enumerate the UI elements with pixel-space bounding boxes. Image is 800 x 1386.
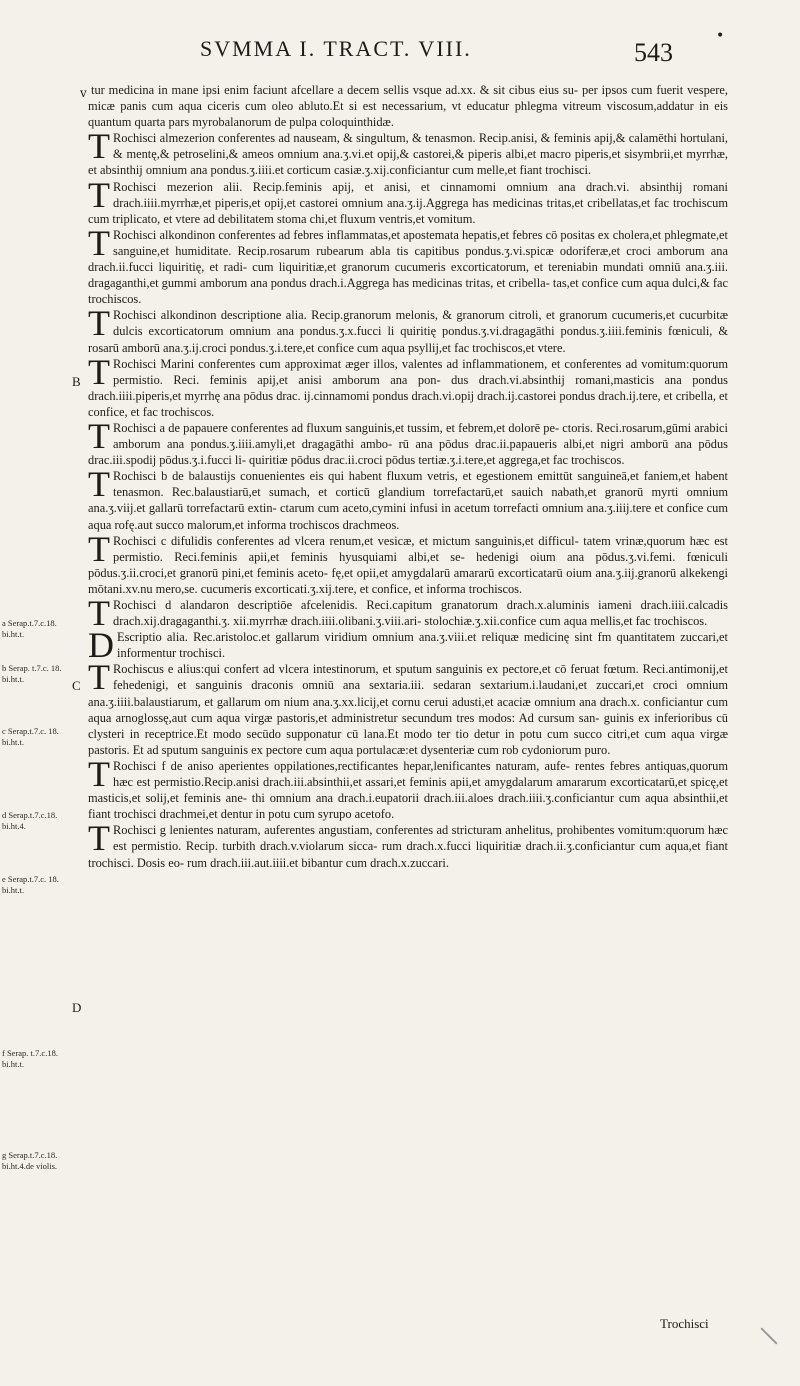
drop-cap: T (88, 174, 110, 215)
drop-cap: T (88, 818, 110, 859)
paragraph-text: Rochisci mezerion alii. Recip.feminis apij, et anisi, et cinnamomi omnium ana drach.vi. absinthij romani drach.iiii.myrrhæ,et piperis,et opij,et castorei omnium ana.ʒ.ij.Aggrega has medicinas tritas,et cribellatas,et fac trochiscum cum triplicato, et vtere ad debilitatem stoma chi,et fluxum ventris,et vomitum. (88, 179, 728, 226)
paragraph-text: Rochiscus e alius:qui confert ad vlcera intestinorum, et sputum sanguinis ex pectore,et cō feruat fœtum. Reci.antimonij,et fehedenigi, et sanguinis draconis omniū ana sextaria.iii. sedaran sextarium.i.laudani,et zuccari,et croci omnium ana.ʒ.iiii.balaustiarum, et gallarum om nium ana.ʒ.xx.licij,et cornu cerui adusti,et acaciæ omnium ana drach.x. conficiantur cum aqua arnoglossę,aut cum aqua virgæ pastoris,et administretur secundum tres modos: Ad cursum san- guinis ex inferioribus cū clysteri in receptrice.Et modo secūdo supponatur cū lana.Et modo ter tio detur in potu cum succo citri,et cum aqua virgæ pastoris. Et ad sputum sanguinis ex pectore cum aqua portulacæ:et dysenteriæ cum rob cydoniorum puro. (88, 662, 728, 757)
margin-letter-c: C (72, 678, 81, 693)
page-edge-mark (761, 1328, 778, 1345)
margin-letter-v: v (80, 86, 87, 100)
drop-cap: D (88, 625, 114, 666)
drop-cap: T (88, 464, 110, 505)
catchword: Trochisci (660, 1316, 709, 1331)
paragraph-text: Escriptio alia. Rec.aristoloc.et gallarum viridium omnium ana.ʒ.viii.et reliquæ medicinę sint fm quantitatem zuccari,et informentur trochisci. (117, 630, 728, 661)
paragraph-text: Rochisci f de aniso aperientes oppilationes,rectificantes hepar,lenificantes naturam, aufe- rentes febres antiquas,quorum hæc est permistio.Recip.anisi drach.iii.absinthii,et assari,et feminis apii,et amygdalarum amararum excorticatarū,et spicę,et masticis,et solij,et feminis ane- thi omnium ana drach.i.eupatorii drach.iii.aloes drach.iiii.ʒ.conficiantur cum aqua absinthii,et fiant trochisci drachmei,et dentur in potu cum syrupo acetofo. (88, 758, 728, 822)
paragraph-text: Rochisci b de balaustijs conuenientes eis qui habent fluxum vetris, et egestionem emittūt sanguineā,et faniem,et habent tenasmon. Rec.balaustiarū,et sumach, et corticū glandium torrefactarū,et sauich nabath,et granorū myrti omnium ana.ʒ.viij.et gallarū torrefactarū extin- ctarum cum aceto,cymini infusi in acetum torrefacti omnium ana.ʒ.iiij.tere et confice cum aqua rofę.aut succo malorum,et informa trochiscos drachmeos. (88, 469, 728, 532)
paragraph (88, 303, 728, 355)
drop-cap: T (88, 657, 110, 698)
paragraph (88, 222, 728, 307)
drop-cap: T (88, 593, 110, 633)
paragraph-text: Rochisci d alandaron descriptiōe afcelenidis. Reci.capitum granatorum drach.x.aluminis iameni drach.iiii.calcadis drach.xij.dragaganthi.ʒ. xii.myrrhæ drach.iiii.olibani.ʒ.viii.ari- stolochiæ.ʒ.xii.confice cum aqua mellis,et fac trochiscos. (113, 598, 728, 629)
drop-cap: T (88, 351, 110, 392)
paragraph (88, 625, 728, 666)
paragraph-text: Rochisci alkondinon descriptione alia. Recip.granorum melonis, & granorum citroli, et granorum cucumeris,et cucurbitæ dulcis excorticatorum omnium ana pondus.ʒ.x.fucci li quiritię pondus.ʒ.vi.dragagāthi pondus.ʒ.iiii.feminis fœniculi, & rosarū amborū ana.ʒ.ij.croci pondus.ʒ.i.tere,et confice cum aqua psyllij,et fac trochiscos,et vtere. (88, 308, 728, 355)
drop-cap: T (88, 753, 110, 794)
margin-note: f Serap. t.7.c.18. bi.ht.t. (2, 1048, 58, 1069)
paragraph (88, 174, 728, 227)
paragraph-text: Rochisci g lenientes naturam, auferentes angustiam, conferentes ad stricturam anhelitus, prohibentes vomitum:quorum hæc est permistio. Recip. turbith drach.v.violarum sicca- rum drach.x.fucci liquiritiæ drach.ii.ʒ.conficiantur cum aqua,et fiant trochisci. Dosis eo- rum drach.iii.aut.iiii.et bibantur cum drach.x.zuccari. (88, 823, 728, 870)
paragraph-text: Rochisci alkondinon conferentes ad febres inflammatas,et apostemata hepatis,et febres cō positas ex cholera,et phlegmate,et sanguine,et humiditate. Recip.rosarum rubearum abla tis capitibus pondus.ʒ.vi.spicæ odoriferæ,et croci amborum ana drach.ii.fucci liquiritię, et radi- cum liquiritiæ,et granorum cucumeris excorticatorum, et tereniabin mundati omniū ana.ʒ.iii. dragaganthi,et gummi amborum ana pondus drach.i.Aggrega has medicinas tritas, et cribella- tas,et confice cum aqua dulci,& fac trochiscos. (88, 227, 728, 307)
drop-cap: T (88, 415, 110, 456)
drop-cap: T (88, 528, 110, 569)
drop-cap: T (88, 126, 110, 167)
paragraph (88, 528, 728, 597)
ornament-dot: • (716, 28, 725, 44)
paragraph-text: Rochisci c difulidis conferentes ad vlcera renum,et vesicæ, et mictum sanguinis,et difficul- tatem vrinæ,quorum hæc est permistio. Reci.feminis apii,et feminis hyusquiami albi,et se- hedenigi oium ana pōdus.ʒ.vi.femi. fœniculi pōdus.ʒ.ii.croci,et granorū pini,et feminis aceto- fę,et opii,et amygdalarū amararū excorticatarū oium ana.ʒ.iij.granorū alkekengi mōtani.xv.nu mero,se. cucumeris excorticati.ʒ.xij.tere, et confice, et informa trochiscos. (88, 533, 728, 596)
paragraph-text: Rochisci almezerion conferentes ad nauseam, & singultum, & tenasmon. Recip.anisi, & feminis apij,& calamēthi hortulani, & mentę,& petroselini,& ameos omnium ana.ʒ.vi.et opij,& castorei,& piperis albi,et macro piperis,et sisymbrii,et myrrhæ, et absinthij omnium ana pondus.ʒ.iiii.et corticum casiæ.ʒ.xij.conficiantur cum melle,et fiant trochisci. (88, 131, 728, 178)
margin-note: a Serap.t.7.c.18. bi.ht.t. (2, 618, 57, 639)
page-number: 543 (634, 38, 673, 67)
paragraph (88, 818, 728, 870)
paragraph-text: Rochisci a de papauere conferentes ad fluxum sanguinis,et tussim, et febrem,et dolorē pe- ctoris. Reci.rosarum,gūmi arabici amborum ana pondus.ʒ.iiii.amyli,et dragagāthi ambo- rū ana pōdus drac.ii.papaueris albi,et nigri amborū ana pōdus drac.iii.spodij pōdus.ʒ.i.fucci li- quiritiæ pōdus drac.ii.croci pōdus tertiæ.ʒ.i.tere,et aggrega,et fac trochiscos. (88, 420, 728, 468)
paragraph-text: tur medicina in mane ipsi enim faciunt afcellare a decem sellis vsque ad.xx. & sit cibus eius su- per ipsos cum fuerit vespere, micæ panis cum aqua ciceris cum oleo abluto.Et si est necessarium, vt educatur phlegma vitreum viscosum,addatur in eis quantum quarta pars myrobalanorum de pulpa coloquinthidæ. (88, 83, 728, 130)
page-header (0, 28, 800, 76)
drop-cap: T (88, 222, 110, 263)
paragraph-text: Rochisci Marini conferentes cum approximat æger illos, valentes ad inflammationem, et conferentes ad vomitum:quorum permistio. Reci. feminis apij,et anisi amborum ana pon- dus drach.vi.absinthij romani,masticis ana pondus drach.iiii.piperis,et myrrhę ana pōdus drac. ij.cinnamomi pondus drach.vi.opij drach.ij.castorei pondus drach.ij.tere, et cribella, et confice, et fac trochiscos. (88, 356, 728, 419)
running-head: SVMMA I. TRACT. VIII. (200, 36, 472, 61)
margin-note: b Serap. t.7.c. 18. bi.ht.t. (2, 663, 62, 684)
margin-letter-b: B (72, 374, 81, 389)
paragraph (88, 464, 728, 532)
margin-note: d Serap.t.7.c.18. bi.ht.4. (2, 810, 58, 831)
drop-cap: T (88, 303, 110, 344)
paragraph (88, 657, 728, 758)
paragraph (88, 82, 728, 130)
margin-note: e Serap.t.7.c. 18. bi.ht.t. (2, 874, 59, 895)
margin-note: c Serap.t.7.c. 18. bi.ht.t. (2, 726, 59, 747)
margin-note: g Serap.t.7.c.18. bi.ht.4.de violis. (2, 1150, 58, 1171)
main-text-column (88, 82, 728, 871)
paragraph (88, 126, 728, 178)
paragraph (88, 753, 728, 822)
margin-letter-d: D (72, 1000, 82, 1015)
paragraph (88, 415, 728, 468)
paragraph (88, 351, 728, 420)
paragraph (88, 593, 728, 633)
